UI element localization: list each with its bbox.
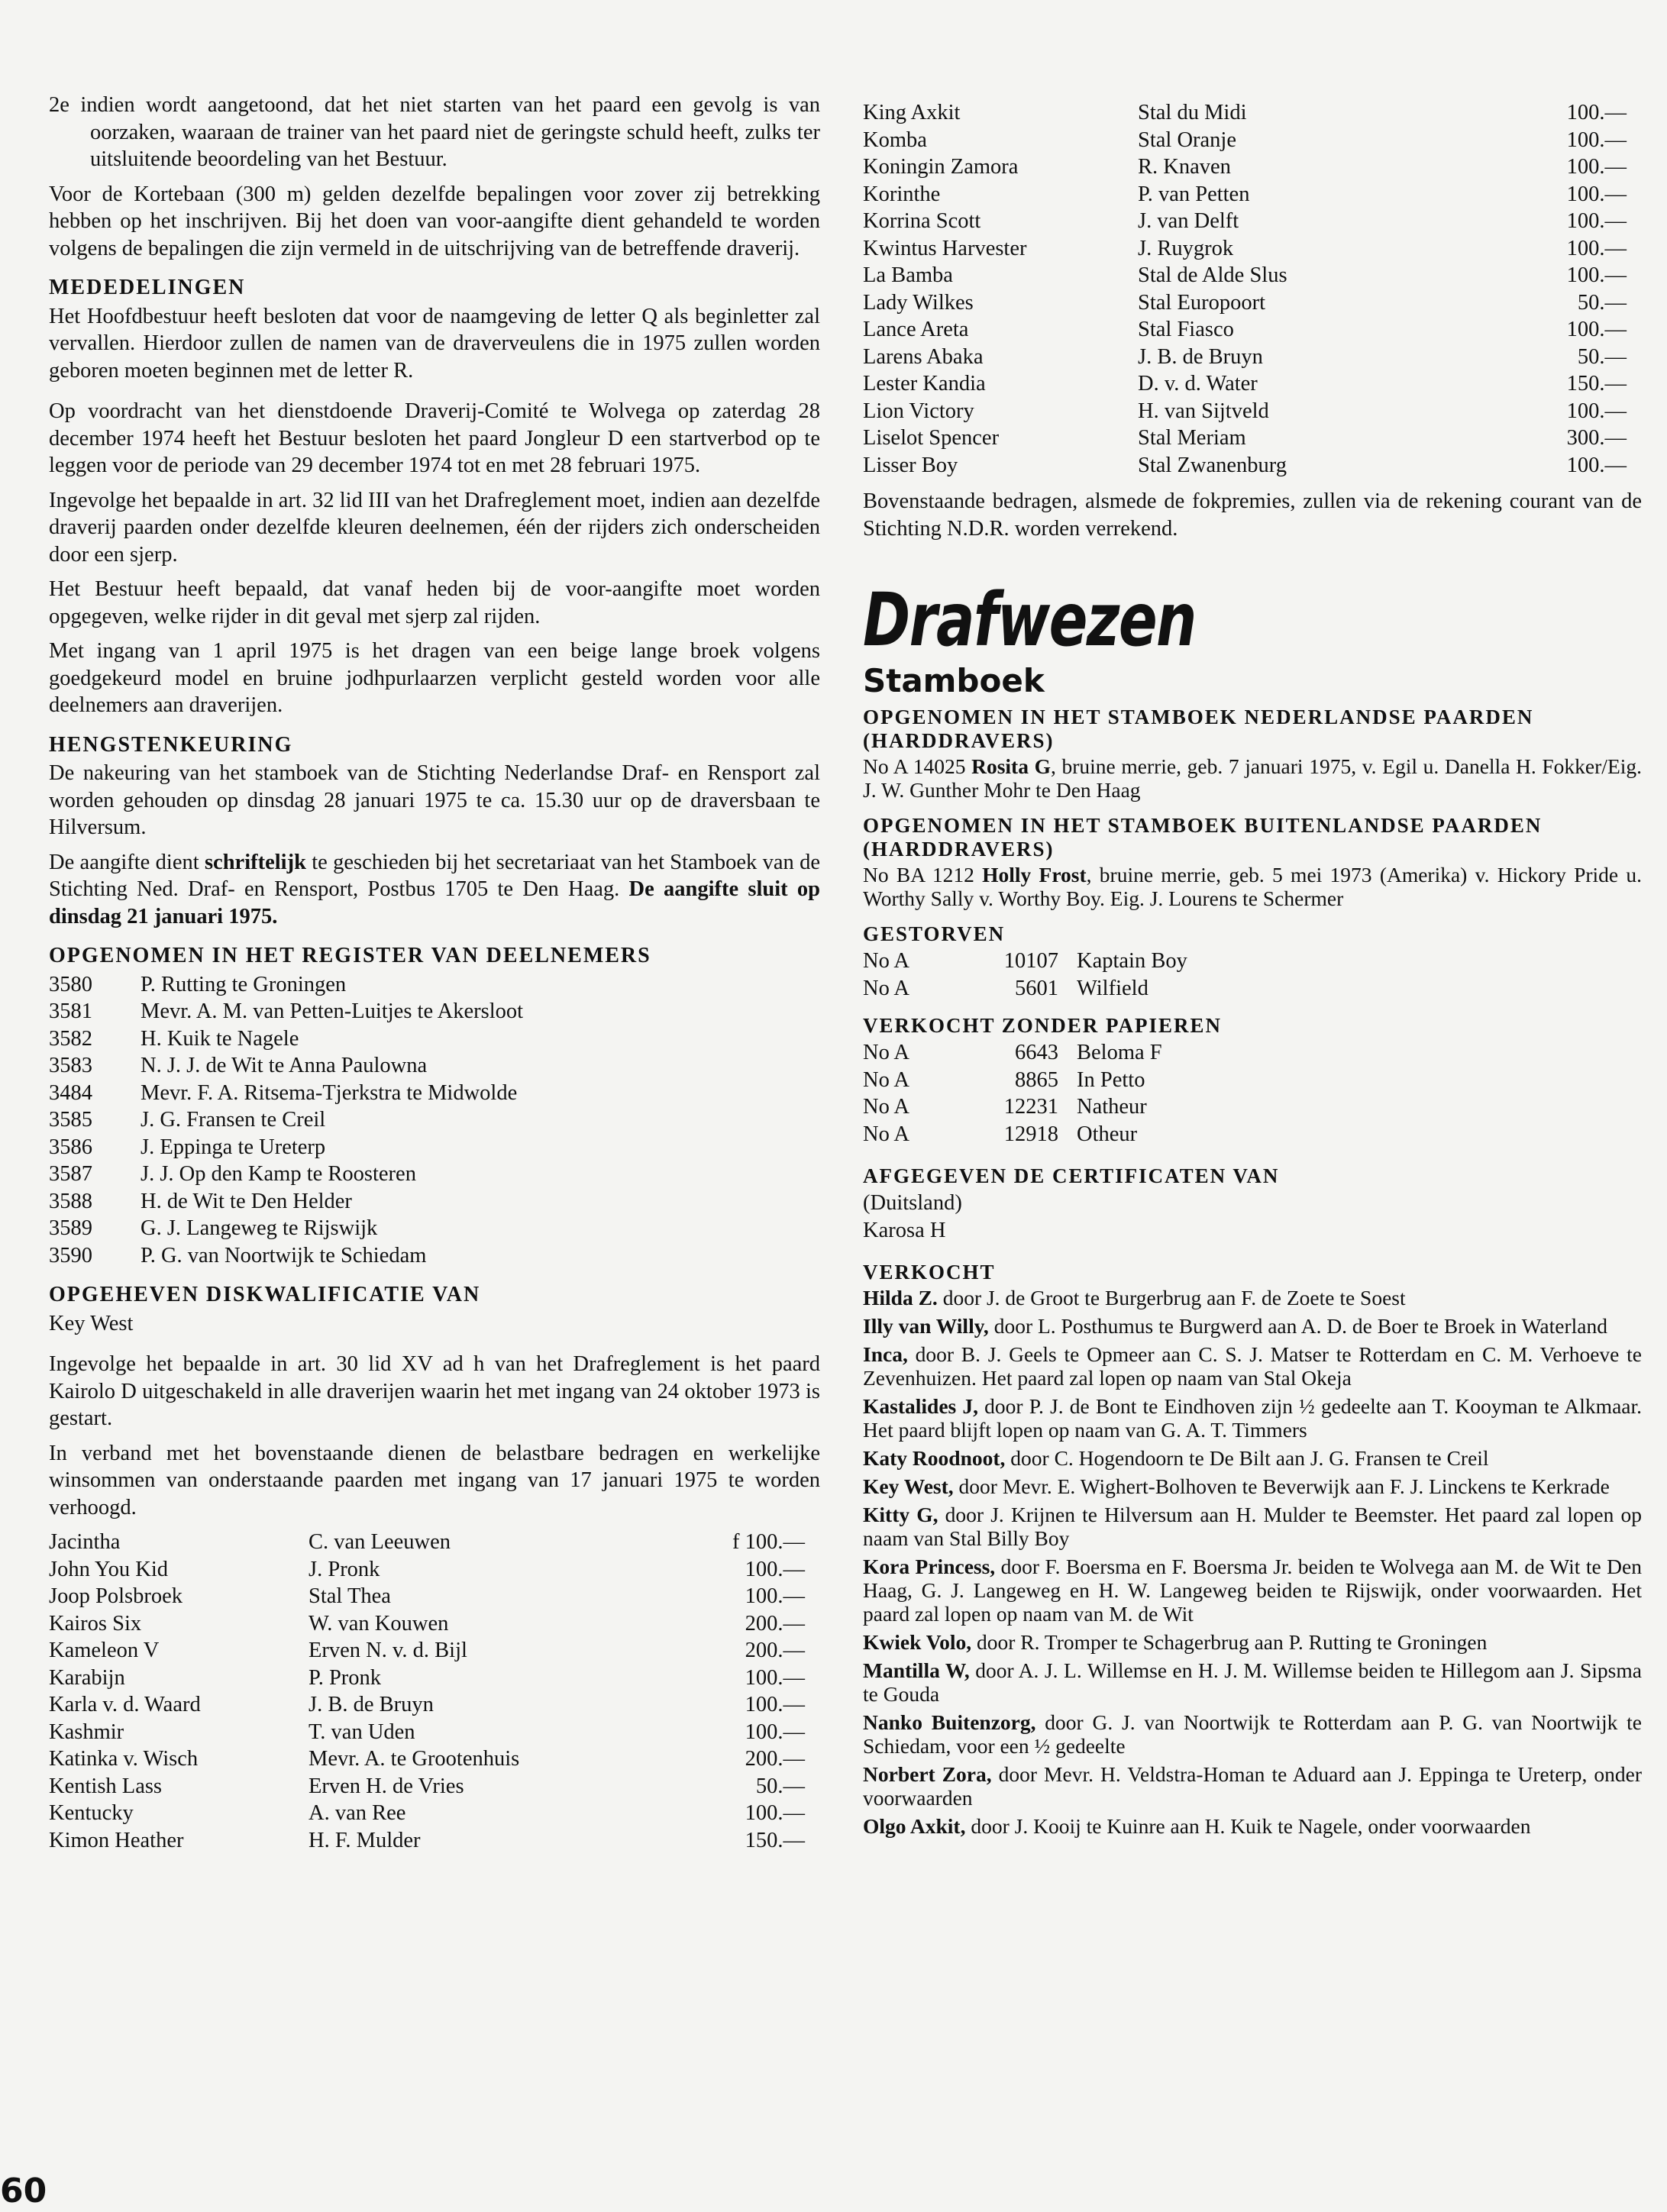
list-item — [863, 1314, 1642, 1338]
section-subtitle: Stamboek — [863, 662, 1045, 699]
horse-name: Karabijn — [49, 1665, 125, 1690]
horse-amount: 100.— — [1566, 236, 1627, 260]
horse-name: John You Kid — [49, 1557, 169, 1581]
horse-owner: Stal Oranje — [1138, 128, 1237, 152]
horse-name: Larens Abaka — [863, 344, 984, 369]
register-number: 3585 — [49, 1108, 92, 1132]
entry-prefix: No A — [863, 1122, 909, 1146]
table-row — [863, 181, 1642, 208]
sold-details: door A. J. L. Willemse en H. J. M. Willemse beiden te Hillegom aan J. Sipsma te Gouda — [863, 1658, 1642, 1706]
jongleur-paragraph: Op voordracht van het dienstdoende Draverij-Comité te Wolvega op zaterdag 28 december 1974 heeft het Bestuur besloten het paard Jongleur D een startverbod op te leggen voor de periode van 29 december 1974 tot en met 28 februari 1975. — [49, 399, 820, 477]
intro-paragraph: 2e indien wordt aangetoond, dat het niet starten van het paard een gevolg is van oorzaken, waaraan de trainer van het paard niet de geringste schuld heeft, zulks ter uitsluitende beoordeling van het Bestuur. — [49, 93, 820, 171]
horse-amount: 50.— — [1577, 290, 1627, 315]
horse-name: Koningin Zamora — [863, 155, 1019, 179]
register-heading: OPGENOMEN IN HET REGISTER VAN DEELNEMERS — [49, 944, 651, 967]
list-item — [863, 1474, 1642, 1498]
right-column — [863, 99, 1642, 1842]
horse-name: King Axkit — [863, 101, 961, 124]
horse-owner: Stal de Alde Slus — [1138, 263, 1287, 287]
sold-details: door G. J. van Noortwijk te Rotterdam aan P. G. van Noortwijk te Schiedam, voor een ½ gedeelte — [863, 1710, 1642, 1758]
horse-amount: 100.— — [1566, 318, 1627, 341]
sold-details: door J. de Groot te Burgerbrug aan F. de Zoete te Soest — [937, 1286, 1406, 1309]
entry-prefix: No A — [863, 1095, 909, 1119]
entry-number: No BA 1212 — [863, 863, 983, 886]
list-item — [863, 1286, 1642, 1309]
sold-details: door F. Boersma en F. Boersma Jr. beiden te Wolvega aan M. de Wit te Den Haag, G. J. Langeweg en H. W. Langeweg beiden te Rijswijk, onder voorwaarden. Het paard zal lopen op naam van M. de Wit — [863, 1555, 1642, 1626]
horse-owner: Stal Fiasco — [1138, 318, 1234, 341]
diskwalificatie-heading: OPGEHEVEN DISKWALIFICATIE VAN — [49, 1283, 481, 1306]
list-item — [863, 1446, 1642, 1470]
stamboek-ned-entry — [863, 754, 1642, 802]
entry-details: , bruine merrie, geb. 5 mei 1973 (Amerika) v. Hickory Pride u. Worthy Sally v. Worthy Boy. Eig. J. Lourens te Schermer — [863, 863, 1643, 910]
table-row — [863, 452, 1642, 480]
horse-owner: P. van Petten — [1138, 182, 1250, 206]
sold-horse: Mantilla W, — [863, 1658, 970, 1682]
horse-owner: R. Knaven — [1138, 155, 1231, 179]
sold-details: door Mevr. H. Veldstra-Homan te Aduard aan J. Eppinga te Ureterp, onder voorwaarden — [863, 1762, 1642, 1810]
register-number: 3589 — [49, 1216, 92, 1240]
horse-owner: Stal du Midi — [1138, 101, 1247, 124]
horse-name: Kimon Heather — [49, 1828, 184, 1852]
horse-name: Komba — [863, 128, 927, 152]
table-row — [863, 262, 1642, 289]
list-item — [49, 1080, 820, 1107]
certificaten-country: (Duitsland) — [863, 1191, 962, 1215]
horse-owner: J. B. de Bruyn — [1138, 344, 1263, 369]
list-item — [863, 1555, 1642, 1626]
aangifte-text-a: De aangifte dient — [49, 850, 205, 874]
sold-horse: Kitty G, — [863, 1503, 938, 1526]
horse-name: Kentucky — [49, 1801, 134, 1825]
table-row — [863, 344, 1642, 371]
horse-amount: 100.— — [745, 1665, 805, 1690]
list-item — [863, 1093, 1642, 1121]
register-name: H. de Wit te Den Helder — [141, 1189, 352, 1213]
stamboek-buiten-heading: OPGENOMEN IN HET STAMBOEK BUITENLANDSE PAARDEN (HARDDRAVERS) — [863, 814, 1543, 861]
letter-q-paragraph: Het Hoofdbestuur heeft besloten dat voor de naamgeving de letter Q als beginletter zal vervallen. Hierdoor zullen de namen van de draverveulens die in 1975 zullen worden geboren moeten beginnen met de letter R. — [49, 304, 820, 383]
gestorven-heading: GESTORVEN — [863, 922, 1006, 945]
table-row — [49, 1610, 820, 1638]
list-item — [863, 948, 1642, 975]
register-name: N. J. J. de Wit te Anna Paulowna — [141, 1054, 428, 1077]
aangifte-text-b: schriftelijk — [204, 850, 306, 874]
table-row — [49, 1719, 820, 1746]
sold-horse: Kastalides J, — [863, 1394, 979, 1418]
horse-owner: C. van Leeuwen — [309, 1530, 451, 1554]
table-row — [863, 153, 1642, 181]
register-number: 3583 — [49, 1054, 92, 1077]
verkocht-heading: VERKOCHT — [863, 1261, 996, 1284]
horse-owner: W. van Kouwen — [309, 1611, 449, 1636]
horse-owner: Stal Thea — [309, 1584, 391, 1608]
register-number: 3586 — [49, 1135, 92, 1159]
list-item — [49, 1215, 820, 1242]
art30-paragraph: Ingevolge het bepaalde in art. 30 lid XV ad h van het Drafreglement is het paard Kairolo D uitgeschakeld in alle draverijen waarin het met ingang van 24 oktober 1973 is gestart. — [49, 1352, 820, 1430]
horse-amount: 100.— — [1566, 399, 1627, 423]
sold-horse: Kwiek Volo, — [863, 1630, 972, 1654]
horse-amount: 150.— — [745, 1828, 805, 1852]
horse-amount: 100.— — [745, 1720, 805, 1744]
table-row — [863, 316, 1642, 344]
sold-details: door C. Hogendoorn te De Bilt aan J. G. Fransen te Creil — [1005, 1446, 1489, 1470]
list-item — [863, 1710, 1642, 1758]
section-title: Drafwezen — [863, 577, 1196, 663]
list-item — [49, 1242, 820, 1270]
horse-name: Joop Polsbroek — [49, 1584, 183, 1608]
horse-owner: Stal Zwanenburg — [1138, 453, 1287, 477]
entry-horse: Beloma F — [1077, 1041, 1162, 1064]
horse-name: La Bamba — [863, 263, 953, 287]
horse-amount: 50.— — [755, 1774, 805, 1798]
horse-name: Korinthe — [863, 182, 941, 206]
list-item — [863, 1039, 1642, 1067]
register-number: 3581 — [49, 999, 92, 1023]
register-name: J. Eppinga te Ureterp — [141, 1135, 326, 1159]
list-item — [863, 1630, 1642, 1654]
horse-name: Katinka v. Wisch — [49, 1747, 199, 1771]
list-item — [863, 975, 1642, 1003]
horse-amount: 100.— — [1566, 263, 1627, 287]
aangifte-paragraph — [49, 849, 820, 931]
stamboek-buiten-entry — [863, 863, 1642, 910]
horse-owner: H. van Sijtveld — [1138, 399, 1269, 423]
aangifte-text-c: te geschieden bij het secretariaat van het Stamboek van de Stichting Ned. Draf- en Rensport, Postbus 1705 te Den Haag. — [49, 850, 820, 901]
horse-amount: 100.— — [1566, 453, 1627, 477]
entry-number: No A 14025 — [863, 754, 972, 778]
entry-horse: In Petto — [1077, 1067, 1145, 1092]
horse-name: Kameleon V — [49, 1639, 160, 1662]
register-number: 3582 — [49, 1026, 92, 1051]
sold-horse: Hilda Z. — [863, 1286, 938, 1309]
list-item — [863, 1121, 1642, 1148]
list-item — [49, 1106, 820, 1134]
register-name: P. Rutting te Groningen — [141, 972, 347, 996]
sjerp-paragraph: Het Bestuur heeft bepaald, dat vanaf heden bij de voor-aangifte moet worden opgegeven, welke rijder in dit geval met sjerp zal rijden. — [49, 577, 820, 628]
horse-name: Lady Wilkes — [863, 290, 974, 315]
horse-name: Liselot Spencer — [863, 426, 1000, 450]
nakeuring-paragraph: De nakeuring van het stamboek van de Stichting Nederlandse Draf- en Rensport zal worden gehouden op dinsdag 28 januari 1975 te ca. 15.30 uur op de draversbaan te Hilversum. — [49, 761, 820, 839]
list-item — [863, 1394, 1642, 1442]
table-row — [49, 1800, 820, 1827]
horse-table-right — [863, 99, 1642, 479]
horse-amount: f 100.— — [732, 1530, 805, 1554]
register-name: J. J. Op den Kamp te Roosteren — [141, 1162, 416, 1186]
register-name: H. Kuik te Nagele — [141, 1026, 299, 1051]
entry-horse: Kaptain Boy — [1077, 949, 1187, 973]
horse-name: Lance Areta — [863, 318, 969, 341]
register-list — [49, 971, 820, 1270]
horse-name: Jacintha — [49, 1530, 121, 1554]
horse-name: Lester Kandia — [863, 372, 986, 396]
horse-amount: 200.— — [745, 1747, 805, 1771]
sold-horse: Key West, — [863, 1474, 954, 1498]
table-row — [49, 1637, 820, 1665]
verband-paragraph: In verband met het bovenstaande dienen de belastbare bedragen en werkelijke winsommen van onderstaande paarden met ingang van 17 januari 1975 te worden verhoogd. — [49, 1441, 820, 1519]
table-row — [49, 1529, 820, 1556]
entry-prefix: No A — [863, 949, 909, 973]
entry-number: 5601 — [1015, 976, 1058, 1000]
page-number: 60 — [0, 2172, 47, 2210]
horse-name: Korrina Scott — [863, 209, 981, 233]
sold-horse: Norbert Zora, — [863, 1762, 992, 1786]
horse-amount: 100.— — [745, 1584, 805, 1608]
table-row — [49, 1745, 820, 1773]
sold-details: door J. Kooij te Kuinre aan H. Kuik te Nagele, onder voorwaarden — [965, 1814, 1531, 1838]
list-item — [49, 1052, 820, 1080]
list-item — [863, 1814, 1642, 1838]
entry-number: 8865 — [1015, 1067, 1058, 1092]
entry-number: 6643 — [1015, 1041, 1058, 1064]
entry-horse: Wilfield — [1077, 976, 1148, 1000]
list-item — [863, 1067, 1642, 1094]
mededelingen-heading: MEDEDELINGEN — [49, 276, 246, 299]
sold-details: door Mevr. E. Wighert-Bolhoven te Beverwijk aan F. J. Linckens te Kerkrade — [953, 1474, 1610, 1498]
horse-name: Kwintus Harvester — [863, 236, 1027, 260]
register-number: 3588 — [49, 1189, 92, 1213]
sold-details: door R. Tromper te Schagerbrug aan P. Rutting te Groningen — [971, 1630, 1488, 1654]
horse-owner: J. Pronk — [309, 1557, 380, 1581]
table-row — [49, 1556, 820, 1584]
entry-prefix: No A — [863, 976, 909, 1000]
zonder-papieren-list — [863, 1039, 1642, 1148]
horse-amount: 100.— — [1566, 182, 1627, 206]
certificaten-horse: Karosa H — [863, 1218, 946, 1242]
register-number: 3580 — [49, 972, 92, 996]
art32-paragraph: Ingevolge het bepaalde in art. 32 lid III van het Drafreglement moet, indien aan dezelfde draverij paarden onder dezelfde kleuren deelnemen, één der rijders zich onderscheiden door een sjerp. — [49, 488, 820, 567]
register-name: P. G. van Noortwijk te Schiedam — [141, 1243, 427, 1267]
entry-prefix: No A — [863, 1067, 909, 1092]
register-name: Mevr. F. A. Ritsema-Tjerkstra te Midwolde — [141, 1080, 518, 1105]
table-row — [863, 235, 1642, 263]
table-row — [49, 1691, 820, 1719]
sold-horse: Inca, — [863, 1342, 908, 1366]
diskwalificatie-name: Key West — [49, 1311, 134, 1335]
horse-owner: A. van Ree — [309, 1801, 406, 1825]
list-item — [863, 1762, 1642, 1810]
kortebaan-paragraph: Voor de Kortebaan (300 m) gelden dezelfde bepalingen voor zover zij betrekking hebben op het inschrijven. Bij het doen van voor-aangifte dient gehandeld te worden volgens de bepalingen die zijn vermeld in de uitschrijving van de betreffende draverij. — [49, 182, 820, 260]
list-item — [49, 1025, 820, 1053]
sold-horse: Kora Princess, — [863, 1555, 996, 1578]
entry-prefix: No A — [863, 1041, 909, 1064]
register-name: J. G. Fransen te Creil — [141, 1108, 326, 1132]
horse-name: Lisser Boy — [863, 453, 958, 477]
stamboek-ned-heading: OPGENOMEN IN HET STAMBOEK NEDERLANDSE PAARDEN (HARDDRAVERS) — [863, 706, 1534, 752]
entry-details: , bruine merrie, geb. 7 januari 1975, v. Egil u. Danella H. Fokker/Eig. J. W. Gunther Mohr te Den Haag — [863, 754, 1643, 802]
horse-owner: H. F. Mulder — [309, 1828, 421, 1852]
sold-horse: Katy Roodnoot, — [863, 1446, 1006, 1470]
horse-name: Kentish Lass — [49, 1774, 163, 1798]
horse-amount: 100.— — [1566, 155, 1627, 179]
table-row — [863, 398, 1642, 425]
sold-horse: Nanko Buitenzorg, — [863, 1710, 1036, 1734]
horse-table-left — [49, 1529, 820, 1854]
zonder-papieren-heading: VERKOCHT ZONDER PAPIEREN — [863, 1014, 1223, 1037]
horse-owner: J. Ruygrok — [1138, 236, 1234, 260]
certificaten-heading: AFGEGEVEN DE CERTIFICATEN VAN — [863, 1164, 1280, 1187]
horse-amount: 100.— — [745, 1693, 805, 1716]
horse-amount: 100.— — [1566, 101, 1627, 124]
sold-horse: Olgo Axkit, — [863, 1814, 966, 1838]
table-row — [49, 1773, 820, 1800]
horse-owner: J. B. de Bruyn — [309, 1693, 434, 1716]
list-item — [49, 971, 820, 999]
list-item — [49, 1188, 820, 1216]
horse-owner: Stal Meriam — [1138, 426, 1246, 450]
sold-horse: Illy van Willy, — [863, 1314, 989, 1338]
entry-number: 10107 — [1003, 949, 1058, 973]
register-name: G. J. Langeweg te Rijswijk — [141, 1216, 378, 1240]
register-number: 3590 — [49, 1243, 92, 1267]
table-row — [863, 289, 1642, 317]
entry-horse: Natheur — [1077, 1095, 1147, 1119]
horse-amount: 100.— — [1566, 209, 1627, 233]
list-item — [863, 1658, 1642, 1706]
register-number: 3484 — [49, 1080, 92, 1105]
hengstenkeuring-heading: HENGSTENKEURING — [49, 732, 293, 757]
table-row — [863, 425, 1642, 452]
horse-amount: 100.— — [1566, 128, 1627, 152]
horse-name: Kairos Six — [49, 1611, 142, 1636]
horse-name: Kashmir — [49, 1720, 124, 1744]
horse-amount: 100.— — [745, 1801, 805, 1825]
left-column — [49, 92, 820, 1854]
list-item — [49, 1161, 820, 1188]
horse-name: Karla v. d. Waard — [49, 1693, 201, 1716]
verkocht-list — [863, 1286, 1642, 1838]
sold-details: door J. Krijnen te Hilversum aan H. Mulder te Beemster. Het paard zal lopen op naam van Stal Billy Boy — [863, 1503, 1642, 1550]
gestorven-list — [863, 948, 1642, 1002]
register-name: Mevr. A. M. van Petten-Luitjes te Akersloot — [141, 999, 524, 1023]
table-row — [49, 1665, 820, 1692]
horse-name: Lion Victory — [863, 399, 974, 423]
sold-details: door B. J. Geels te Opmeer aan C. S. J. Matser te Rotterdam en C. M. Verhoeve te Zevenhuizen. Het paard zal lopen op naam van Stal Okeja — [863, 1342, 1642, 1390]
entry-horse: Holly Frost — [982, 863, 1087, 886]
register-number: 3587 — [49, 1162, 92, 1186]
list-item — [863, 1503, 1642, 1550]
horse-amount: 50.— — [1577, 344, 1627, 369]
list-item — [49, 1134, 820, 1161]
horse-amount: 100.— — [745, 1557, 805, 1581]
list-item — [863, 1342, 1642, 1390]
table-row — [863, 208, 1642, 235]
entry-number: 12918 — [1003, 1122, 1058, 1146]
horse-owner: D. v. d. Water — [1138, 372, 1258, 396]
horse-amount: 200.— — [745, 1611, 805, 1636]
horse-owner: Erven N. v. d. Bijl — [309, 1639, 467, 1662]
horse-amount: 150.— — [1566, 372, 1627, 396]
horse-amount: 200.— — [745, 1639, 805, 1662]
bedragen-paragraph: Bovenstaande bedragen, alsmede de fokpremies, zullen via de rekening courant van de Stichting N.D.R. worden verrekend. — [863, 489, 1642, 541]
list-item — [49, 998, 820, 1025]
sold-details: door P. J. de Bont te Eindhoven zijn ½ gedeelte aan T. Kooyman te Alkmaar. Het paard blijft lopen op naam van G. A. T. Timmers — [863, 1394, 1642, 1442]
table-row — [49, 1827, 820, 1855]
horse-owner: J. van Delft — [1138, 209, 1239, 233]
entry-horse: Otheur — [1077, 1122, 1138, 1146]
table-row — [863, 99, 1642, 127]
broek-paragraph: Met ingang van 1 april 1975 is het dragen van een beige lange broek volgens goedgekeurd model en bruine jodhpurlaarzen verplicht gesteld worden voor alle deelnemers aan draverijen. — [49, 639, 820, 717]
table-row — [863, 127, 1642, 154]
aangifte-text-d: De aangifte sluit op dinsdag 21 januari 1975. — [49, 877, 820, 928]
table-row — [49, 1583, 820, 1610]
horse-owner: Stal Europoort — [1138, 290, 1266, 315]
horse-owner: P. Pronk — [309, 1665, 382, 1690]
horse-owner: T. van Uden — [309, 1720, 415, 1744]
table-row — [863, 370, 1642, 398]
entry-number: 12231 — [1003, 1095, 1058, 1119]
horse-owner: Mevr. A. te Grootenhuis — [309, 1747, 520, 1771]
entry-horse: Rosita G — [971, 754, 1051, 778]
horse-amount: 300.— — [1566, 426, 1627, 450]
sold-details: door L. Posthumus te Burgwerd aan A. D. de Boer te Broek in Waterland — [988, 1314, 1607, 1338]
horse-owner: Erven H. de Vries — [309, 1774, 464, 1798]
